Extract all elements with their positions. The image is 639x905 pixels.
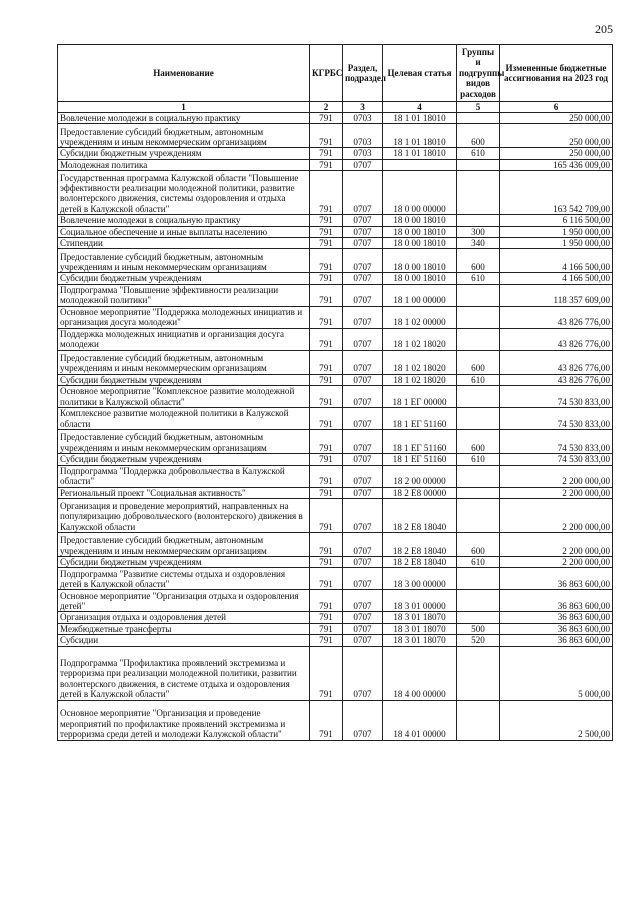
cell-name: Молодежная политика [58,159,310,170]
cell-amount: 250 000,00 [500,124,613,148]
column-number: 4 [383,102,457,113]
table-row [58,646,613,700]
cell-name: Подпрограмма "Поддержка добровольчества в Калужской области" [58,465,310,487]
cell-section: 0703 [343,124,383,148]
cell-amount: 74 530 833,00 [500,386,613,408]
cell-section: 0707 [343,700,383,740]
page-number: 205 [595,22,613,36]
cell-amount: 2 200 000,00 [500,557,613,568]
cell-amount: 163 542 709,00 [500,171,613,215]
cell-group: 520 [457,635,500,646]
cell-section: 0707 [343,171,383,215]
header-name: Наименование [58,45,310,102]
cell-name: Предоставление субсидий бюджетным, автономным учреждениям и иным некоммерческим организациям [58,249,310,273]
table-row [58,590,613,612]
cell-amount: 43 826 776,00 [500,350,613,374]
cell-kgrbs: 791 [310,465,343,487]
cell-name: Субсидии бюджетным учреждениям [58,273,310,284]
cell-kgrbs: 791 [310,646,343,700]
table-row [58,148,613,159]
cell-group [457,215,500,226]
cell-target: 18 1 00 00000 [383,284,457,306]
cell-target: 18 1 02 18020 [383,350,457,374]
table-row [58,350,613,374]
cell-target [383,159,457,170]
budget-table [57,44,613,741]
cell-name: Предоставление субсидий бюджетным, автономным учреждениям и иным некоммерческим организациям [58,533,310,557]
cell-group: 500 [457,623,500,634]
cell-kgrbs: 791 [310,408,343,430]
cell-kgrbs: 791 [310,499,343,533]
cell-kgrbs: 791 [310,238,343,249]
cell-target: 18 3 00 00000 [383,568,457,590]
table-row [58,249,613,273]
cell-section: 0707 [343,215,383,226]
cell-amount: 43 826 776,00 [500,306,613,328]
cell-amount: 36 863 600,00 [500,635,613,646]
cell-kgrbs: 791 [310,568,343,590]
cell-kgrbs: 791 [310,273,343,284]
cell-name: Организация отдыха и оздоровления детей [58,612,310,623]
cell-group: 600 [457,350,500,374]
cell-amount: 74 530 833,00 [500,408,613,430]
cell-amount: 74 530 833,00 [500,430,613,454]
cell-name: Основное мероприятие "Комплексное развитие молодежной политики в Калужской области" [58,386,310,408]
cell-group: 340 [457,238,500,249]
cell-kgrbs: 791 [310,159,343,170]
cell-kgrbs: 791 [310,374,343,385]
cell-name: Субсидии бюджетным учреждениям [58,454,310,465]
cell-kgrbs: 791 [310,284,343,306]
cell-name: Поддержка молодежных инициатив и организация досуга молодежи [58,328,310,350]
cell-target: 18 1 ЕГ 51160 [383,408,457,430]
cell-name: Стипендии [58,238,310,249]
cell-target: 18 2 Е8 00000 [383,487,457,498]
cell-section: 0707 [343,249,383,273]
column-number: 2 [310,102,343,113]
cell-group [457,159,500,170]
cell-name: Государственная программа Калужской области "Повышение эффективности реализации молодежной политики, развитие волонтерского движения, системы оздоровления и отдыха детей в Калужской области" [58,171,310,215]
cell-section: 0707 [343,386,383,408]
cell-group [457,612,500,623]
cell-amount: 36 863 600,00 [500,590,613,612]
cell-section: 0703 [343,148,383,159]
cell-name: Предоставление субсидий бюджетным, автономным учреждениям и иным некоммерческим организациям [58,124,310,148]
header-target: Целевая статья [383,45,457,102]
cell-target: 18 1 02 00000 [383,306,457,328]
column-number: 5 [457,102,500,113]
cell-amount: 4 166 500,00 [500,249,613,273]
cell-group [457,306,500,328]
table-row [58,408,613,430]
cell-amount: 118 357 609,00 [500,284,613,306]
cell-target: 18 0 00 18010 [383,215,457,226]
cell-section: 0707 [343,623,383,634]
cell-section: 0707 [343,328,383,350]
cell-target: 18 1 01 18010 [383,124,457,148]
cell-amount: 36 863 600,00 [500,623,613,634]
cell-target: 18 3 01 18070 [383,612,457,623]
cell-group [457,700,500,740]
cell-group: 610 [457,374,500,385]
cell-name: Вовлечение молодежи в социальную практику [58,215,310,226]
cell-group: 600 [457,533,500,557]
cell-kgrbs: 791 [310,487,343,498]
cell-target: 18 1 01 18010 [383,113,457,124]
cell-group [457,590,500,612]
table-row [58,124,613,148]
cell-kgrbs: 791 [310,306,343,328]
cell-kgrbs: 791 [310,612,343,623]
cell-name: Субсидии [58,635,310,646]
table-row [58,215,613,226]
cell-target: 18 1 01 18010 [383,148,457,159]
cell-target: 18 2 Е8 18040 [383,557,457,568]
cell-name: Субсидии бюджетным учреждениям [58,148,310,159]
cell-section: 0707 [343,465,383,487]
cell-group: 600 [457,124,500,148]
column-number-row [58,102,613,113]
cell-group [457,284,500,306]
table-row [58,284,613,306]
table-body [58,113,613,741]
table-row [58,700,613,740]
cell-target: 18 2 Е8 18040 [383,499,457,533]
cell-target: 18 4 00 00000 [383,646,457,700]
cell-name: Основное мероприятие "Поддержка молодежных инициатив и организация досуга молодежи" [58,306,310,328]
cell-group [457,408,500,430]
cell-name: Предоставление субсидий бюджетным, автономным учреждениям и иным некоммерческим организациям [58,430,310,454]
cell-kgrbs: 791 [310,148,343,159]
cell-name: Организация и проведение мероприятий, направленных на популяризацию добровольческого (волонтерского) движения в Калужской области [58,499,310,533]
cell-section: 0707 [343,499,383,533]
cell-kgrbs: 791 [310,386,343,408]
cell-name: Подпрограмма "Повышение эффективности реализации молодежной политики" [58,284,310,306]
cell-amount: 2 200 000,00 [500,533,613,557]
cell-name: Региональный проект "Социальная активность" [58,487,310,498]
cell-target: 18 4 01 00000 [383,700,457,740]
table-row [58,465,613,487]
cell-name: Социальное обеспечение и иные выплаты населению [58,226,310,237]
cell-target: 18 3 01 18070 [383,623,457,634]
table-row [58,612,613,623]
cell-target: 18 1 02 18020 [383,328,457,350]
cell-target: 18 0 00 00000 [383,171,457,215]
table-row [58,159,613,170]
cell-section: 0707 [343,350,383,374]
cell-amount: 43 826 776,00 [500,328,613,350]
cell-group [457,328,500,350]
cell-section: 0707 [343,284,383,306]
header-groups: Группы и подгруппы видов расходов [457,45,500,102]
cell-name: Комплексное развитие молодежной политики в Калужской области [58,408,310,430]
header-amount: Измененные бюджетные ассигнования на 2023 год [500,45,613,102]
cell-name: Основное мероприятие "Организация отдыха и оздоровления детей" [58,590,310,612]
cell-group [457,568,500,590]
cell-section: 0707 [343,568,383,590]
cell-section: 0707 [343,590,383,612]
cell-group [457,487,500,498]
cell-section: 0707 [343,557,383,568]
header-row [58,45,613,102]
cell-section: 0707 [343,430,383,454]
cell-name: Межбюджетные трансферты [58,623,310,634]
cell-group: 600 [457,249,500,273]
cell-target: 18 0 00 18010 [383,238,457,249]
cell-group: 610 [457,273,500,284]
cell-section: 0707 [343,238,383,249]
cell-section: 0707 [343,408,383,430]
cell-section: 0707 [343,226,383,237]
cell-amount: 43 826 776,00 [500,374,613,385]
cell-amount: 74 530 833,00 [500,454,613,465]
cell-target: 18 2 Е8 18040 [383,533,457,557]
cell-amount: 250 000,00 [500,113,613,124]
table-row [58,328,613,350]
table-row [58,623,613,634]
cell-kgrbs: 791 [310,124,343,148]
table-row [58,238,613,249]
cell-kgrbs: 791 [310,113,343,124]
cell-name: Субсидии бюджетным учреждениям [58,557,310,568]
table-row [58,374,613,385]
cell-group: 600 [457,430,500,454]
cell-target: 18 2 00 00000 [383,465,457,487]
header-kgrbs: КГРБС [310,45,343,102]
header-section: Раздел, подраздел [343,45,383,102]
cell-target: 18 1 ЕГ 00000 [383,386,457,408]
cell-kgrbs: 791 [310,215,343,226]
cell-kgrbs: 791 [310,226,343,237]
cell-target: 18 1 ЕГ 51160 [383,430,457,454]
column-number: 6 [500,102,613,113]
cell-amount: 2 200 000,00 [500,499,613,533]
cell-kgrbs: 791 [310,635,343,646]
cell-target: 18 0 00 18010 [383,249,457,273]
table-row [58,386,613,408]
cell-group: 610 [457,454,500,465]
cell-amount: 36 863 600,00 [500,568,613,590]
cell-section: 0707 [343,533,383,557]
cell-group [457,499,500,533]
cell-target: 18 0 00 18010 [383,273,457,284]
cell-section: 0707 [343,612,383,623]
table-row [58,568,613,590]
cell-name: Субсидии бюджетным учреждениям [58,374,310,385]
cell-section: 0707 [343,273,383,284]
column-number: 3 [343,102,383,113]
cell-target: 18 1 ЕГ 51160 [383,454,457,465]
cell-group [457,465,500,487]
cell-target: 18 0 00 18010 [383,226,457,237]
cell-section: 0707 [343,306,383,328]
cell-kgrbs: 791 [310,171,343,215]
cell-kgrbs: 791 [310,557,343,568]
cell-amount: 2 200 000,00 [500,487,613,498]
cell-kgrbs: 791 [310,249,343,273]
cell-amount: 6 116 500,00 [500,215,613,226]
cell-kgrbs: 791 [310,430,343,454]
cell-section: 0703 [343,113,383,124]
cell-name: Основное мероприятие "Организация и проведение мероприятий по профилактике проявлений экстремизма и терроризма среди детей и молодежи Калужской области" [58,700,310,740]
cell-section: 0707 [343,646,383,700]
cell-group: 610 [457,557,500,568]
cell-kgrbs: 791 [310,350,343,374]
cell-amount: 165 436 009,00 [500,159,613,170]
cell-section: 0707 [343,635,383,646]
table-row [58,430,613,454]
table-row [58,557,613,568]
cell-amount: 36 863 600,00 [500,612,613,623]
cell-group [457,171,500,215]
cell-section: 0707 [343,454,383,465]
table-row [58,306,613,328]
cell-amount: 250 000,00 [500,148,613,159]
table-row [58,635,613,646]
cell-amount: 2 500,00 [500,700,613,740]
table-row [58,454,613,465]
table-row [58,273,613,284]
cell-name: Подпрограмма "Профилактика проявлений экстремизма и терроризма при реализации молодежной политики, развитии волонтерского движения, в системе отдыха и оздоровления детей в Калужской области" [58,646,310,700]
table-row [58,499,613,533]
cell-kgrbs: 791 [310,590,343,612]
column-number: 1 [58,102,310,113]
cell-name: Предоставление субсидий бюджетным, автономным учреждениям и иным некоммерческим организациям [58,350,310,374]
cell-amount: 4 166 500,00 [500,273,613,284]
cell-group: 610 [457,148,500,159]
cell-target: 18 1 02 18020 [383,374,457,385]
table-row [58,226,613,237]
cell-group [457,113,500,124]
cell-group: 300 [457,226,500,237]
cell-amount: 1 950 000,00 [500,226,613,237]
cell-group [457,386,500,408]
table-row [58,487,613,498]
cell-target: 18 3 01 00000 [383,590,457,612]
cell-kgrbs: 791 [310,454,343,465]
cell-kgrbs: 791 [310,623,343,634]
cell-kgrbs: 791 [310,328,343,350]
cell-section: 0707 [343,374,383,385]
cell-kgrbs: 791 [310,533,343,557]
cell-name: Вовлечение молодежи в социальную практику [58,113,310,124]
cell-target: 18 3 01 18070 [383,635,457,646]
cell-section: 0707 [343,487,383,498]
table-row [58,113,613,124]
cell-kgrbs: 791 [310,700,343,740]
table-row [58,171,613,215]
cell-section: 0707 [343,159,383,170]
cell-group [457,646,500,700]
cell-amount: 1 950 000,00 [500,238,613,249]
cell-amount: 5 000,00 [500,646,613,700]
cell-name: Подпрограмма "Развитие системы отдыха и оздоровления детей в Калужской области" [58,568,310,590]
table-row [58,533,613,557]
cell-amount: 2 200 000,00 [500,465,613,487]
